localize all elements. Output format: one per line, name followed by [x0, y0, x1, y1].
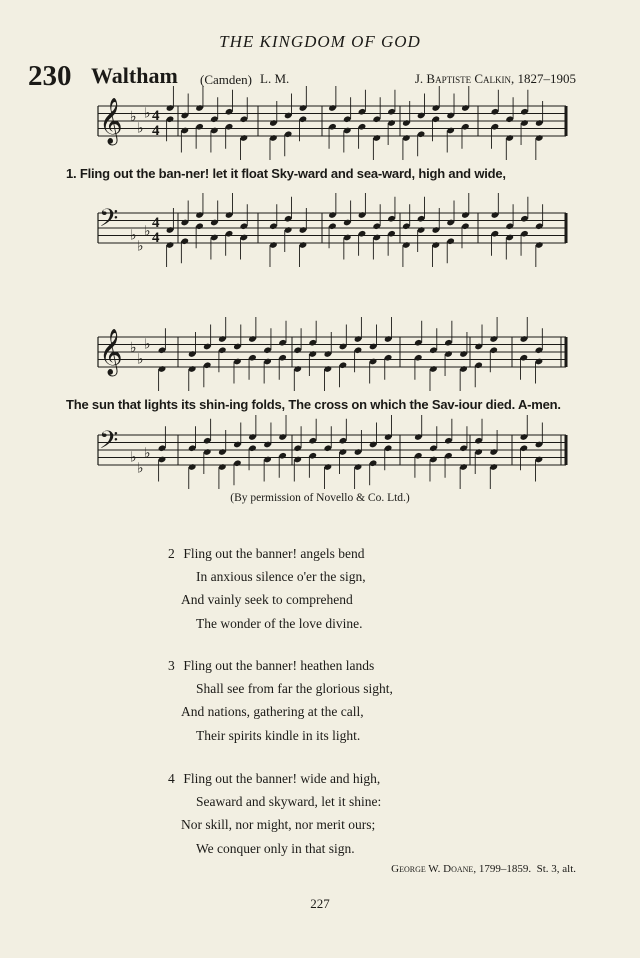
flat-icon: ♭: [144, 445, 151, 462]
stanza-number: 3: [168, 658, 175, 673]
flat-icon: ♭: [130, 109, 137, 125]
treble-clef-icon: 𝄞: [99, 98, 123, 144]
time-signature-digit: 4: [152, 215, 160, 231]
stanza-number: 4: [168, 771, 175, 786]
flat-icon: ♭: [144, 105, 151, 122]
flat-icon: ♭: [130, 449, 137, 466]
stanza-line: In anxious silence o'er the sign,: [196, 569, 366, 585]
stanza-line: Nor skill, nor might, nor merit ours;: [181, 817, 376, 833]
tune-name: Waltham: [91, 63, 178, 88]
time-signature-digit: 4: [152, 230, 160, 246]
stanza-line: Fling out the banner! angels bend: [183, 546, 365, 561]
attribution: [391, 863, 576, 875]
flat-icon: ♭: [137, 238, 144, 255]
stanza-line: Fling out the banner! wide and high,: [183, 771, 381, 786]
stanza-line: The wonder of the love divine.: [196, 615, 363, 631]
tune-alt-name: (Camden): [200, 72, 252, 87]
page-number: 227: [310, 896, 330, 911]
stanza-line: Fling out the banner! heathen lands: [183, 658, 375, 673]
flat-icon: ♭: [144, 336, 151, 353]
stanza-3: [168, 654, 393, 747]
time-signature-digit: 4: [152, 123, 160, 139]
flat-icon: ♭: [137, 120, 144, 137]
bass-clef-icon: 𝄢: [99, 426, 119, 461]
section-title: THE KINGDOM OF GOD: [219, 32, 421, 51]
meter: L. M.: [260, 71, 290, 86]
alteration-note: St. 3, alt.: [536, 863, 576, 875]
flat-icon: ♭: [137, 460, 144, 477]
flat-icon: ♭: [130, 340, 137, 356]
flat-icon: ♭: [137, 351, 144, 368]
lyrics-line-1: 1. Fling out the ban-ner! let it float Sky-ward and sea-ward, high and wide,: [66, 166, 506, 181]
stanza-line: We conquer only in that sign.: [196, 840, 355, 856]
stanza-number: 2: [168, 546, 175, 561]
permission-note: (By permission of Novello & Co. Ltd.): [230, 492, 410, 504]
composer: J. Baptiste Calkin, 1827–1905: [414, 71, 576, 86]
flat-icon: ♭: [144, 223, 151, 240]
stanza-line: Seaward and skyward, let it shine:: [196, 794, 382, 810]
stanza-line: Their spirits kindle in its light.: [196, 727, 361, 743]
flat-icon: ♭: [130, 227, 137, 244]
stanza-4: [168, 767, 381, 860]
stanza-2: [168, 542, 366, 635]
text-author: George W. Doane, 1799–1859.: [391, 863, 532, 875]
bass-clef-icon: 𝄢: [99, 204, 119, 239]
lyrics-line-2: The sun that lights its shin-ing folds, The cross on which the Sav-iour died. A-men.: [66, 397, 561, 412]
hymn-number: 230: [28, 60, 72, 92]
time-signature-digit: 4: [152, 108, 160, 124]
stanza-line: And vainly seek to comprehend: [181, 592, 353, 608]
stanza-line: And nations, gathering at the call,: [181, 704, 364, 720]
treble-clef-icon: 𝄞: [99, 329, 123, 375]
stanza-line: Shall see from far the glorious sight,: [196, 681, 393, 697]
